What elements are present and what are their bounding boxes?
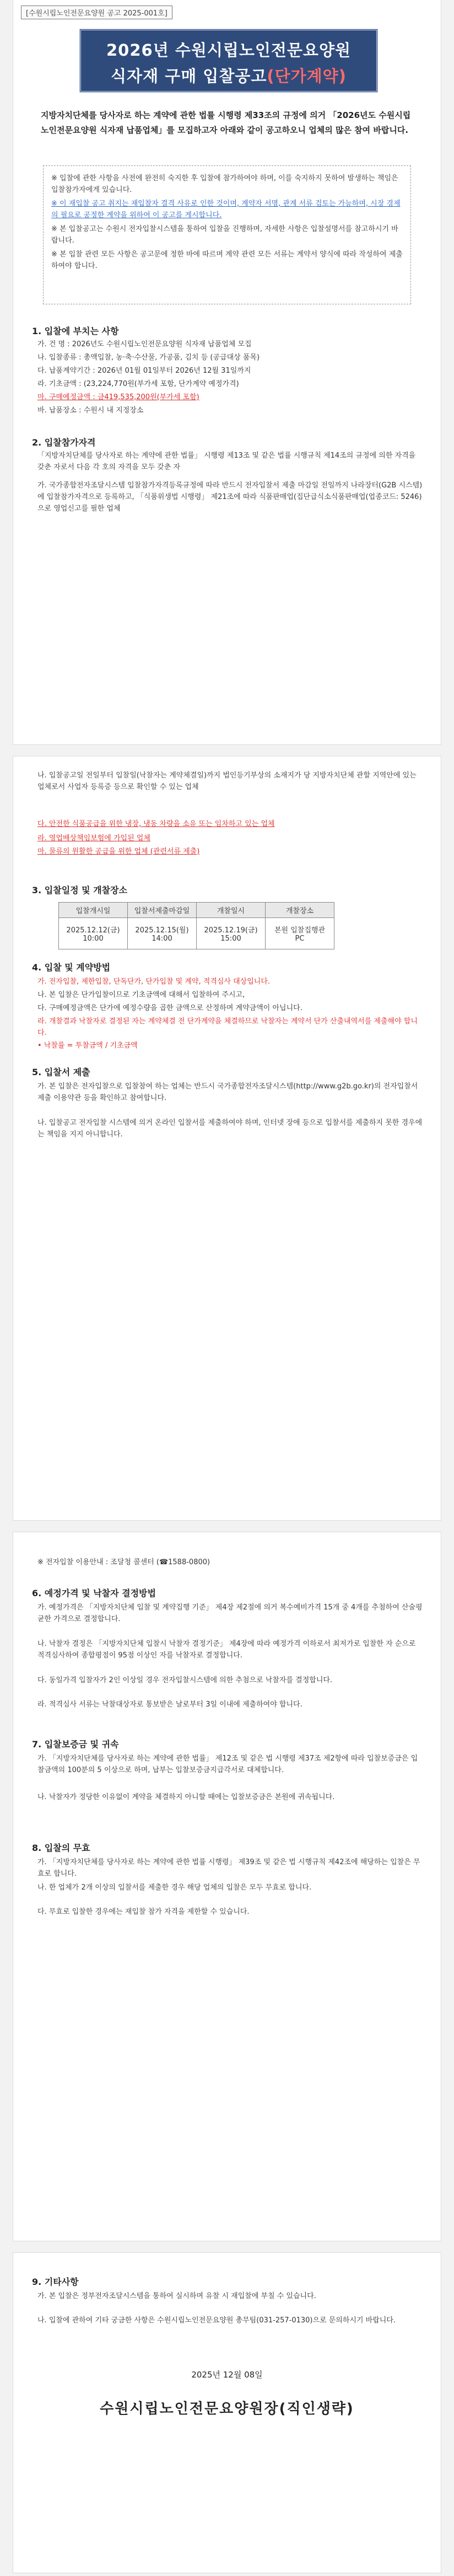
section-8-item: 나. 한 업체가 2개 이상의 입찰서를 제출한 경우 해당 업체의 입찰은 모두 무효로 합니다.: [37, 1883, 312, 1892]
section-6-title: 6. 예정가격 및 낙찰자 결정방법: [32, 1588, 156, 1598]
section-6-item: 나. 낙찰자 결정은 「지방자치단체 입찰시 낙찰자 결정기준」 제4장에 따라 예정가격 이하로서 최저가로 입찰한 자 순으로 적격심사하여 종합평점이 95점 이상인 자를 낙찰자로 결정합니다.: [37, 1640, 416, 1660]
section-4-item: 라. 개찰결과 낙찰자로 결정된 자는 계약체결 전 단가계약을 체결하므로 낙찰자는 계약서 단가 산출내역서를 제출해야 합니다.: [37, 1017, 418, 1037]
section-4-item: 다. 구매예정금액은 단가에 예정수량을 곱한 금액으로 산정하며 계약금액이 아닙니다.: [37, 1004, 302, 1012]
section-9-item: 가. 본 입찰은 정부전자조달시스템을 통하여 실시하며 유찰 시 재입찰에 부칠 수 있습니다.: [37, 2292, 316, 2300]
document-page-2: [13, 756, 441, 1520]
table-header-cell: 입찰서제출마감일: [128, 903, 197, 918]
notice-item: ※ 본 입찰 관련 모든 사항은 공고문에 정한 바에 따르며 계약 관련 모든 서류는 계약서 양식에 따라 작성하여 제출하여야 합니다.: [51, 250, 403, 270]
section-4-item: 나. 본 입찰은 단가입찰이므로 기초금액에 대해서 입찰하여 주시고,: [37, 991, 245, 999]
title-contract-type: (단가계약): [267, 67, 347, 85]
section-7-title: 7. 입찰보증금 및 귀속: [32, 1739, 119, 1749]
section-1-item: 라. 기초금액 : (23,224,770원(부가세 포함, 단가계약 예정가격): [37, 380, 239, 388]
table-header-cell: 입찰개시일: [59, 903, 128, 918]
notice-item: ※ 이 재입찰 공고 취지는 재입찰자 결격 사유로 인한 것이며, 계약자 서명, 관계 서류 검토는 가능하며, 시장 경제의 필요로 공정한 계약을 위하여 이 공고를 게시합니다.: [51, 200, 401, 219]
section-2-item: 마. 물류의 원활한 공급을 위한 업체 (관련서류 제출): [37, 847, 200, 856]
section-4-title: 4. 입찰 및 계약방법: [32, 962, 111, 973]
notice-item: ※ 입찰에 관한 사항을 사전에 완전히 숙지한 후 입찰에 참가하여야 하며, 이를 숙지하지 못하여 발생하는 책임은 입찰참가자에게 있습니다.: [51, 174, 398, 194]
section-8-title: 8. 입찰의 무효: [32, 1843, 90, 1853]
section-1-item: 나. 입찰종류 : 총액입찰, 농·축·수산물, 가공품, 김치 등 (공급대상 품목): [37, 353, 260, 362]
section-2-item: 다. 안전한 식품공급을 위한 냉장, 냉동 차량을 소유 또는 임차하고 있는 업체: [37, 820, 275, 828]
section-6-item: 다. 동일가격 입찰자가 2인 이상일 경우 전자입찰시스템에 의한 추첨으로 낙찰자를 결정합니다.: [37, 1676, 333, 1684]
section-5-item: ※ 전자입찰 이용안내 : 조달청 콜센터 (☎1588-0800): [37, 1558, 210, 1566]
section-1-item: 바. 납품장소 : 수원시 내 지정장소: [37, 406, 144, 415]
section-5-title: 5. 입찰서 제출: [32, 1067, 90, 1077]
section-9-item: 나. 입찰에 관하여 기타 궁금한 사항은 수원시립노인전문요양원 총무팀(031-257-0130)으로 문의하시기 바랍니다.: [37, 2316, 396, 2325]
table-cell: 2025.12.15(월) 14:00: [128, 918, 197, 949]
section-9-title: 9. 기타사항: [32, 2277, 79, 2287]
table-cell: 본원 입찰집행관 PC: [266, 918, 334, 949]
document-page-3: [13, 1532, 441, 2241]
schedule-table: [58, 902, 334, 949]
title-main: 식자재 구매 입찰공고: [111, 67, 267, 85]
notice-box: [43, 165, 411, 304]
section-1-item: 마. 구매예정금액 : 금419,535,200원(부가세 포함): [37, 393, 199, 401]
table-cell: 2025.12.19(금) 15:00: [197, 918, 266, 949]
table-header-row: [59, 903, 334, 918]
section-5-item: 가. 본 입찰은 전자입찰으로 입찰참여 하는 업체는 반드시 국가종합전자조달시스템(http://www.g2b.go.kr)의 전자입찰서 제출 이용약관 등을 확인하고 참여합니다.: [37, 1082, 418, 1102]
section-4-item: 가. 전자입찰, 제한입찰, 단독단가, 단가입찰 및 계약, 적격심사 대상입니다.: [37, 978, 271, 986]
issuing-organization: 수원시립노인전문요양원장(직인생략): [100, 2401, 354, 2417]
title-line-1: 2026년 수원시립노인전문요양원: [106, 41, 351, 60]
document-page-1: [13, 0, 441, 744]
document-page-4: [13, 2253, 441, 2573]
section-1-item: 다. 납품계약기간 : 2026년 01월 01일부터 2026년 12월 31일까지: [37, 367, 251, 375]
section-7-item: 나. 낙찰자가 정당한 이유없이 계약을 체결하지 아니할 때에는 입찰보증금은 본원에 귀속됩니다.: [37, 1793, 335, 1801]
section-1-title: 1. 입찰에 부치는 사항: [32, 326, 119, 336]
announcement-date: 2025년 12월 08일: [191, 2370, 263, 2380]
section-7-item: 가. 「지방자치단체를 당사자로 하는 계약에 관한 법률」 제12조 및 같은 법 시행령 제37조 제2항에 따라 입찰보증금은 입찰금액의 100분의 5 이상으로 하며, 납부는 입찰보증금지급각서로 대체합니다.: [37, 1754, 418, 1774]
intro-paragraph: 지방자치단체를 당사자로 하는 계약에 관한 법률 시행령 제33조의 규정에 의거 「2026년도 수원시립노인전문요양원 식자재 납품업체」를 모집하고자 아래와 같이 공고하오니 업체의 많은 참여 바랍니다.: [41, 110, 411, 135]
section-4-item: • 낙찰률 = 투찰금액 / 기초금액: [37, 1042, 138, 1050]
table-cell: 2025.12.12(금) 10:00: [59, 918, 128, 949]
section-2-item: 가. 국가종합전자조달시스템 입찰참가자격등록규정에 따라 반드시 전자입찰서 제출 마감일 전일까지 나라장터(G2B 시스템)에 입찰참가자격으로 등록하고, 「식품위생법 시행령」 제21조에 따라 식품판매업(집단급식소식품판매업(업종코드: 5246)으로 영업신고를 필한 업체: [37, 481, 423, 513]
section-2-item: 나. 입찰공고일 전일부터 입찰일(낙찰자는 계약체결일)까지 법인등기부상의 소재지가 당 지방자치단체 관할 지역안에 있는 업체로서 사업자 등록증 등으로 확인할 수 있는 업체: [37, 771, 417, 791]
section-8-item: 가. 「지방자치단체를 당사자로 하는 계약에 관한 법률 시행령」 제39조 및 같은 법 시행규칙 제42조에 해당하는 입찰은 무효로 합니다.: [37, 1858, 420, 1878]
section-8-item: 다. 무효로 입찰한 경우에는 재입찰 참가 자격을 제한할 수 있습니다.: [37, 1908, 250, 1916]
section-1-item: 가. 건 명 : 2026년도 수원시립노인전문요양원 식자재 납품업체 모집: [37, 340, 252, 348]
table-header-cell: 개찰일시: [197, 903, 266, 918]
announcement-number: [수원시립노인전문요양원 공고 2025-001호]: [21, 6, 172, 19]
title-line-2: [81, 64, 376, 87]
notice-item: ※ 본 입찰공고는 수원시 전자입찰시스템을 통하여 입찰을 진행하며, 자세한 사항은 입찰설명서를 참고하시기 바랍니다.: [51, 225, 398, 245]
table-header-cell: 개찰장소: [266, 903, 334, 918]
section-6-item: 가. 예정가격은 「지방자치단체 입찰 및 계약집행 기준」 제4장 제2절에 의거 복수예비가격 15개 중 4개를 추첨하여 산술평균한 가격으로 결정합니다.: [37, 1603, 423, 1623]
section-5-item: 나. 입찰공고 전자입찰 시스템에 의거 온라인 입찰서를 제출하여야 하며, 인터넷 장애 등으로 입찰서를 제출하지 못한 경우에는 책임을 지지 아니합니다.: [37, 1119, 423, 1139]
section-2-item: 라. 영업배상책임보험에 가입된 업체: [37, 834, 150, 842]
table-row: [59, 918, 334, 949]
section-3-title: 3. 입찰일정 및 개찰장소: [32, 885, 128, 895]
section-2-title: 2. 입찰참가자격: [32, 437, 96, 448]
section-6-item: 라. 적격심사 서류는 낙찰대상자로 통보받은 날로부터 3일 이내에 제출하여야 합니다.: [37, 1700, 302, 1709]
section-2-item: 「지방자치단체를 당사자로 하는 계약에 관한 법률」 시행령 제13조 및 같은 법률 시행규칙 제14조의 규정에 의한 자격을 갖춘 자로서 다음 각 호의 자격을 모두 갖춘 자: [37, 452, 416, 471]
title-banner: [79, 29, 378, 93]
